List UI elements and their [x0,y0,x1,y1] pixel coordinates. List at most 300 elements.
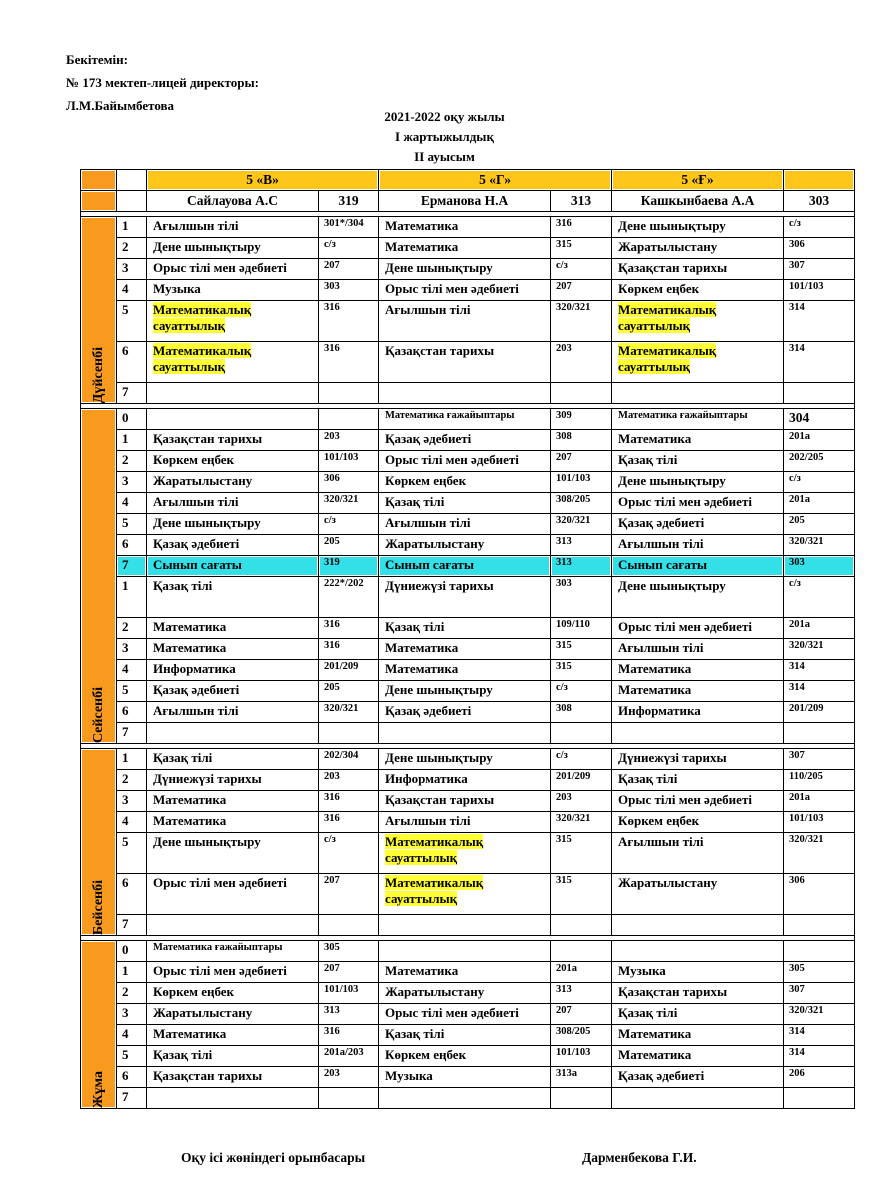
room-number: 205 [319,681,379,702]
lesson-row [81,514,855,535]
subject: Математика [385,218,459,233]
room-number [319,383,379,404]
room-number: 203 [319,770,379,791]
room-number: 315 [551,238,612,259]
room-number: 303 [784,556,855,577]
subject: Музыка [618,963,666,978]
lesson-row [81,702,855,723]
room-number: 101/103 [319,451,379,472]
room-number: 303 [319,280,379,301]
lesson-row [81,1067,855,1088]
subject: Математика [618,1047,692,1062]
room-number: 101/103 [319,983,379,1004]
room-number: 313 [551,556,612,577]
subject: Ағылшын тілі [618,834,704,849]
subject: Қазақ тілі [385,619,445,634]
subject: Дене шынықтыру [618,218,726,233]
lesson-row [81,723,855,744]
lesson-row [81,1046,855,1067]
room-number: 202/205 [784,451,855,472]
subject-cell [379,451,551,472]
lesson-row [81,983,855,1004]
subject-cell [147,217,319,238]
subject-cell [379,383,551,404]
day-label-wrap [81,874,116,935]
subject: Орыс тілі мен әдебиеті [618,619,752,634]
subject-cell [612,1088,784,1109]
subject-cell [612,409,784,430]
room-number: 207 [319,962,379,983]
room-number: 201а [784,493,855,514]
room-number [784,723,855,744]
lesson-number: 5 [117,514,147,535]
room-number: 314 [784,1046,855,1067]
subject: Орыс тілі мен әдебиеті [153,963,287,978]
room-number: 314 [784,342,855,383]
lesson-number: 7 [117,915,147,936]
subject: Орыс тілі мен әдебиеті [385,281,519,296]
room-number: с/з [551,259,612,280]
lesson-number: 1 [117,577,147,618]
subject-cell [147,472,319,493]
shift: ІІ ауысым [414,149,475,164]
subject-cell [147,874,319,915]
lesson-number: 4 [117,1025,147,1046]
room-number: 316 [319,791,379,812]
subject: Орыс тілі мен әдебиеті [153,260,287,275]
subject-cell [147,962,319,983]
schedule-titles [0,107,889,167]
subject-cell [612,1025,784,1046]
room-number: 308 [551,430,612,451]
lesson-number: 1 [117,749,147,770]
semester: І жартыжылдық [395,129,494,144]
subject-cell [147,535,319,556]
subject: Көркем еңбек [618,281,700,296]
room-number: 314 [784,660,855,681]
subject-cell [379,915,551,936]
teacher-row [81,191,855,212]
lesson-row [81,577,855,618]
subject: Математикалық сауаттылық [385,875,484,906]
day-name: Бейсенбі [90,879,106,935]
day-label-wrap [81,341,116,403]
subject-cell [379,749,551,770]
room-number: 315 [551,833,612,874]
room-number: 313 [319,1004,379,1025]
subject: Жаратылыстану [153,1005,253,1020]
room-number [784,383,855,404]
room-number: 207 [551,451,612,472]
subject-cell [379,1004,551,1025]
day-label-wrap [81,681,116,743]
lesson-row [81,493,855,514]
subject-cell [147,915,319,936]
lesson-number: 7 [117,1088,147,1109]
subject-cell [379,723,551,744]
subject: Жаратылыстану [618,875,718,890]
lesson-row [81,280,855,301]
subject: Математика [618,1026,692,1041]
subject: Қазақ әдебиеті [618,515,705,530]
lesson-number: 5 [117,1046,147,1067]
subject-cell [379,702,551,723]
room-number: 320/321 [551,514,612,535]
subject: Орыс тілі мен әдебиеті [385,452,519,467]
subject: Қазақ тілі [385,494,445,509]
lesson-row [81,915,855,936]
subject: Қазақстан тарихы [618,984,728,999]
room-number: 203 [319,1067,379,1088]
subject-cell [379,472,551,493]
subject-cell [612,535,784,556]
lesson-row [81,259,855,280]
room-number [551,941,612,962]
subject-cell [147,983,319,1004]
director-name: Л.М.Байымбетова [66,98,175,113]
subject-cell [612,770,784,791]
room-number: 316 [319,1025,379,1046]
subject-cell [147,639,319,660]
lesson-row [81,1088,855,1109]
subject-cell [147,342,319,383]
room-number: 201а [551,962,612,983]
subject-cell [612,472,784,493]
subject-cell [379,618,551,639]
room-number: 320/321 [784,535,855,556]
corner-cell [81,170,117,191]
room-number: 201/209 [319,660,379,681]
subject-cell [379,941,551,962]
room-number: 101/103 [551,1046,612,1067]
lesson-number: 0 [117,941,147,962]
class-name-spacer [784,170,855,191]
room-number: 203 [551,791,612,812]
room-number: 316 [319,301,379,342]
subject-cell [147,941,319,962]
lesson-number: 6 [117,342,147,383]
room-number: 320/321 [784,639,855,660]
lesson-number: 4 [117,493,147,514]
lesson-row [81,833,855,874]
lesson-number: 5 [117,301,147,342]
room-number [784,941,855,962]
room-number: 307 [784,749,855,770]
room-number: 207 [319,259,379,280]
lesson-number: 2 [117,770,147,791]
room-number: 306 [784,238,855,259]
subject-cell [379,791,551,812]
room-number: с/з [784,577,855,618]
subject: Ағылшын тілі [153,494,239,509]
day-label-wrap [81,1065,116,1108]
subject: Орыс тілі мен әдебиеті [618,792,752,807]
lesson-row [81,1025,855,1046]
subject-cell [379,1067,551,1088]
room-number: 201а [784,430,855,451]
subject-cell [612,812,784,833]
room-number: 319 [319,556,379,577]
lesson-number: 2 [117,238,147,259]
room-number: 101/103 [784,812,855,833]
subject-cell [379,874,551,915]
subject-cell [379,535,551,556]
room-number: 206 [784,1067,855,1088]
subject-cell [612,723,784,744]
subject-cell [612,301,784,342]
subject-cell [147,259,319,280]
subject-cell [612,259,784,280]
subject: Қазақ тілі [153,1047,213,1062]
lesson-row [81,962,855,983]
subject-cell [612,451,784,472]
day-label-cell [81,409,117,744]
room-number: 308/205 [551,1025,612,1046]
subject-cell [612,983,784,1004]
lesson-row [81,941,855,962]
room-number: 316 [551,217,612,238]
subject: Көркем еңбек [618,813,700,828]
subject: Математика [153,619,227,634]
lesson-number: 4 [117,280,147,301]
subject: Сынып сағаты [618,557,707,572]
lesson-row [81,556,855,577]
lesson-row [81,238,855,259]
room-number: 306 [784,874,855,915]
subject: Қазақ тілі [385,1026,445,1041]
class-room: 313 [551,191,612,212]
room-number [784,1088,855,1109]
subject: Ағылшын тілі [618,536,704,551]
room-number [319,723,379,744]
room-number: 207 [551,1004,612,1025]
subject-cell [612,702,784,723]
subject: Математика [153,813,227,828]
subject: Қазақ әдебиеті [618,1068,705,1083]
lesson-number: 0 [117,409,147,430]
subject-cell [147,556,319,577]
lesson-number: 6 [117,1067,147,1088]
subject-cell [612,514,784,535]
subject: Дене шынықтыру [153,239,261,254]
subject: Математика [385,661,459,676]
subject: Сынып сағаты [385,557,474,572]
room-number: 304 [784,409,855,430]
lesson-number: 3 [117,259,147,280]
subject: Ағылшын тілі [385,813,471,828]
room-number: 320/321 [784,1004,855,1025]
subject-cell [379,514,551,535]
subject: Қазақстан тарихы [153,431,263,446]
room-number: с/з [319,514,379,535]
director-title: № 173 мектеп-лицей директоры: [66,75,259,90]
subject-cell [147,1004,319,1025]
subject-cell [612,618,784,639]
subject-cell [612,383,784,404]
class-name: 5 «Ғ» [612,170,784,191]
room-number: 205 [784,514,855,535]
lesson-row [81,535,855,556]
subject: Дене шынықтыру [618,578,726,593]
subject: Математика [618,661,692,676]
lesson-row [81,383,855,404]
room-number: 307 [784,983,855,1004]
subject: Ағылшын тілі [153,218,239,233]
subject: Математика ғажайыптары [153,942,283,953]
class-teacher: Кашкынбаева А.А [612,191,784,212]
room-number: 305 [319,941,379,962]
subject: Математика [153,1026,227,1041]
subject-cell [612,577,784,618]
room-number [551,723,612,744]
subject-cell [147,681,319,702]
lesson-number: 6 [117,874,147,915]
subject-cell [612,660,784,681]
room-number: 203 [551,342,612,383]
subject-cell [612,217,784,238]
room-number: 101/103 [551,472,612,493]
subject-cell [612,833,784,874]
subject: Математикалық сауаттылық [618,302,717,333]
lesson-number: 1 [117,217,147,238]
room-number: 110/205 [784,770,855,791]
room-number: 314 [784,681,855,702]
subject-cell [379,983,551,1004]
subject-cell [147,1046,319,1067]
subject: Дүниежүзі тарихы [385,578,494,593]
subject: Дене шынықтыру [385,682,493,697]
subject: Орыс тілі мен әдебиеті [618,494,752,509]
subject: Дене шынықтыру [385,260,493,275]
subject: Көркем еңбек [385,1047,467,1062]
subject: Математикалық сауаттылық [385,834,484,865]
room-number: 308 [551,702,612,723]
subject-cell [379,577,551,618]
schedule-body [81,170,855,1109]
subject-cell [147,723,319,744]
room-number: 301*/304 [319,217,379,238]
room-number: 308/205 [551,493,612,514]
subject: Қазақ тілі [153,750,213,765]
subject: Математика [385,963,459,978]
subject-cell [379,301,551,342]
lesson-number: 3 [117,472,147,493]
subject-cell [147,770,319,791]
subject: Дүниежүзі тарихы [618,750,727,765]
subject: Сынып сағаты [153,557,242,572]
class-header-row [81,170,855,191]
room-number: 109/110 [551,618,612,639]
class-room: 303 [784,191,855,212]
subject-cell [612,342,784,383]
subject-cell [147,514,319,535]
room-number: с/з [319,833,379,874]
lesson-number: 7 [117,383,147,404]
subject: Информатика [618,703,701,718]
corner-blank [117,170,147,191]
subject: Музыка [385,1068,433,1083]
corner-blank [117,191,147,212]
subject-cell [379,681,551,702]
subject: Музыка [153,281,201,296]
subject: Қазақ тілі [618,771,678,786]
room-number: с/з [319,238,379,259]
lesson-number: 7 [117,723,147,744]
lesson-row [81,451,855,472]
lesson-row [81,749,855,770]
subject-cell [147,660,319,681]
room-number: 101/103 [784,280,855,301]
room-number: 314 [784,301,855,342]
room-number: 306 [319,472,379,493]
academic-year: 2021-2022 оқу жылы [384,109,505,124]
lesson-number: 3 [117,1004,147,1025]
lesson-number: 4 [117,660,147,681]
class-name: 5 «Г» [379,170,612,191]
room-number: 201/209 [784,702,855,723]
subject-cell [379,430,551,451]
subject: Жаратылыстану [153,473,253,488]
signature-position: Оқу ісі жөніндегі орынбасары [181,1150,366,1165]
corner-cell [81,191,117,212]
subject-cell [379,409,551,430]
subject-cell [379,1088,551,1109]
room-number: 313а [551,1067,612,1088]
room-number [319,409,379,430]
lesson-number: 1 [117,430,147,451]
subject: Ағылшын тілі [385,515,471,530]
subject-cell [147,702,319,723]
room-number: 316 [319,342,379,383]
lesson-row [81,217,855,238]
subject-cell [379,639,551,660]
subject: Орыс тілі мен әдебиеті [153,875,287,890]
room-number: с/з [551,749,612,770]
subject-cell [612,238,784,259]
subject: Қазақстан тарихы [385,343,495,358]
subject-cell [612,1046,784,1067]
lesson-number: 7 [117,556,147,577]
subject-cell [147,280,319,301]
subject: Дене шынықтыру [618,473,726,488]
subject-cell [147,1067,319,1088]
room-number: 320/321 [784,833,855,874]
lesson-row [81,660,855,681]
room-number: 201а/203 [319,1046,379,1067]
subject: Математика ғажайыптары [385,410,515,421]
room-number: 201а [784,791,855,812]
day-name: Сейсенбі [90,686,106,743]
lesson-number: 4 [117,812,147,833]
subject: Қазақ әдебиеті [385,703,472,718]
subject-cell [379,259,551,280]
room-number: 201а [784,618,855,639]
room-number: 202/304 [319,749,379,770]
subject-cell [612,791,784,812]
subject: Дене шынықтыру [153,834,261,849]
subject-cell [147,1025,319,1046]
room-number: 207 [551,280,612,301]
subject-cell [147,493,319,514]
lesson-number: 3 [117,639,147,660]
lesson-row [81,1004,855,1025]
lesson-number: 1 [117,962,147,983]
subject-cell [379,833,551,874]
subject: Информатика [153,661,236,676]
room-number: 320/321 [551,301,612,342]
subject-cell [147,238,319,259]
subject-cell [612,681,784,702]
